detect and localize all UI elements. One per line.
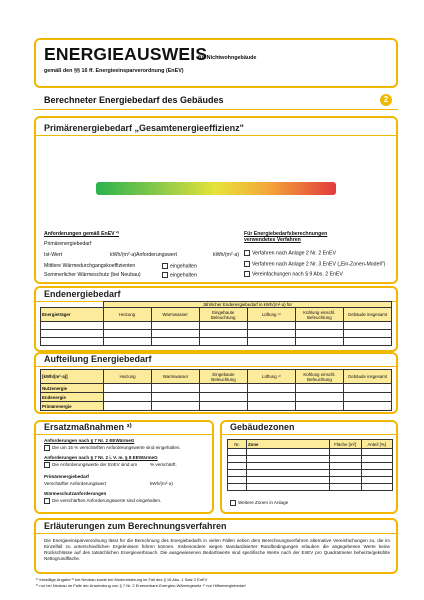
ersatz-option-1[interactable] bbox=[44, 445, 181, 451]
verfahren-3-label: Vereinfachungen nach § 9 Abs. 2 EnEV bbox=[252, 271, 343, 278]
verfahren-1-checkbox[interactable] bbox=[244, 250, 250, 256]
zonen-cell[interactable] bbox=[361, 470, 393, 477]
anforderungen-heading: Anforderungen gemäß EnEV ²⁾ bbox=[44, 231, 120, 237]
aufteilung-row-endenergie bbox=[41, 393, 392, 402]
endenergie-cell[interactable] bbox=[151, 330, 199, 338]
weitere-zonen-checkbox[interactable] bbox=[230, 500, 236, 506]
endenergie-cell[interactable] bbox=[103, 322, 151, 330]
endenergie-col-1: Heizung bbox=[103, 308, 151, 322]
aufteilung-cell[interactable] bbox=[344, 384, 392, 393]
zonen-cell[interactable] bbox=[228, 470, 247, 477]
endenergie-row bbox=[41, 338, 392, 346]
endenergie-table-wrap bbox=[40, 301, 392, 346]
zonen-cell[interactable] bbox=[330, 484, 362, 491]
zonen-col-0: Nr. bbox=[228, 440, 247, 449]
sommer-checkbox[interactable] bbox=[162, 272, 168, 278]
zonen-col-1: Zone bbox=[247, 440, 330, 449]
footnote-line-1: ¹⁾ freiwillige Angabe ²⁾ bei Neubau sowie bei Modernisierung im Fall des § 16 Abs. 1 Satz 2 EnEV bbox=[36, 577, 208, 582]
zonen-row bbox=[228, 449, 393, 456]
endenergie-cell[interactable] bbox=[247, 338, 295, 346]
endenergie-col-0: Energieträger bbox=[41, 308, 104, 322]
endenergie-cell[interactable] bbox=[295, 330, 343, 338]
endenergie-cell[interactable] bbox=[199, 322, 247, 330]
zonen-cell[interactable] bbox=[361, 484, 393, 491]
ersatz-line-5: Primärenergiebedarf bbox=[44, 474, 89, 479]
endenergie-cell[interactable] bbox=[103, 330, 151, 338]
aufteilung-cell[interactable] bbox=[104, 384, 152, 393]
endenergie-cell[interactable] bbox=[295, 338, 343, 346]
page-number-badge: 2 bbox=[380, 94, 392, 106]
ersatz-line-8: Die verschärften Anforderungswerte sind eingehalten. bbox=[52, 498, 162, 504]
zonen-cell[interactable] bbox=[361, 449, 393, 456]
ersatz-line-2: Die um 15 % verschärften Anforderungswerte sind eingehalten. bbox=[52, 445, 181, 451]
aufteilung-col-2: Warmwasser bbox=[152, 370, 200, 384]
aufteilung-col-0: [kWh/(m²·a)] bbox=[41, 370, 104, 384]
endenergie-cell[interactable] bbox=[247, 330, 295, 338]
endenergie-cell[interactable] bbox=[343, 338, 391, 346]
endenergie-cell[interactable] bbox=[41, 338, 104, 346]
zonen-cell[interactable] bbox=[361, 477, 393, 484]
zonen-cell[interactable] bbox=[330, 449, 362, 456]
mittlere-eingehalten: eingehalten bbox=[170, 263, 197, 270]
aufteilung-cell[interactable] bbox=[248, 402, 296, 411]
aufteilung-cell[interactable] bbox=[200, 393, 248, 402]
ersatz-line-6-unit: kWh/(m²·a) bbox=[150, 481, 173, 486]
page-title: ENERGIEAUSWEIS bbox=[44, 44, 208, 64]
row-label-endenergie: Endenergie bbox=[41, 393, 104, 402]
aufteilung-cell[interactable] bbox=[200, 384, 248, 393]
endenergie-cell[interactable] bbox=[103, 338, 151, 346]
aufteilung-row-primaerenergie bbox=[41, 402, 392, 411]
aufteilung-cell[interactable] bbox=[296, 402, 344, 411]
row-label-nutzenergie: Nutzenergie bbox=[41, 384, 104, 393]
sommer-label: Sommerlicher Wärmeschutz (bei Neubau) bbox=[44, 272, 141, 278]
endenergie-cell[interactable] bbox=[199, 338, 247, 346]
zonen-cell[interactable] bbox=[228, 449, 247, 456]
zonen-cell[interactable] bbox=[247, 477, 330, 484]
zonen-cell[interactable] bbox=[228, 456, 247, 463]
title-suffix: für Nichtwohngebäude bbox=[198, 55, 257, 61]
endenergie-cell[interactable] bbox=[247, 322, 295, 330]
ersatz-line-6: Verschärfter Anforderungswert bbox=[44, 481, 107, 486]
zonen-cell[interactable] bbox=[330, 463, 362, 470]
aufteilung-table bbox=[40, 369, 392, 411]
sommer-checkbox-row[interactable] bbox=[162, 272, 197, 279]
zonen-cell[interactable] bbox=[228, 463, 247, 470]
verfahren-option-3[interactable] bbox=[244, 271, 343, 278]
aufteilung-cell[interactable] bbox=[248, 384, 296, 393]
zonen-row bbox=[228, 484, 393, 491]
aufteilung-cell[interactable] bbox=[152, 384, 200, 393]
endenergie-cell[interactable] bbox=[199, 330, 247, 338]
endenergie-col-5: Kühlung einschl. Befeuchtung bbox=[295, 308, 343, 322]
aufteilung-cell[interactable] bbox=[104, 402, 152, 411]
efficiency-scale-bar bbox=[96, 182, 336, 195]
aufteilung-table-wrap bbox=[40, 369, 392, 411]
zonen-row bbox=[228, 456, 393, 463]
verfahren-3-checkbox[interactable] bbox=[244, 271, 250, 277]
zonen-row bbox=[228, 470, 393, 477]
zonen-cell[interactable] bbox=[228, 484, 247, 491]
endenergie-row bbox=[41, 330, 392, 338]
endenergie-cell[interactable] bbox=[41, 322, 104, 330]
verfahren-2-label: Verfahren nach Anlage 2 Nr. 3 EnEV („Ein-Zonen-Modell") bbox=[252, 261, 386, 268]
zonen-cell[interactable] bbox=[330, 470, 362, 477]
aufteilung-col-4: Lüftung ⁴⁾ bbox=[248, 370, 296, 384]
istwert-label: Ist-Wert bbox=[44, 252, 63, 258]
page-subtitle: gemäß den §§ 16 ff. Energieeinsparverordnung (EnEV) bbox=[44, 68, 184, 74]
primaerenergie-title: Primärenergiebedarf „Gesamtenergieeffizienz" bbox=[44, 123, 244, 133]
endenergie-col-4: Lüftung ⁴⁾ bbox=[247, 308, 295, 322]
weitere-zonen-label: Weitere Zonen in Anlage bbox=[238, 500, 289, 506]
endenergie-title: Endenergiebedarf bbox=[44, 289, 121, 299]
verfahren-heading-1: Für Energiebedarfsberechnungen bbox=[244, 231, 328, 237]
zonen-cell[interactable] bbox=[361, 456, 393, 463]
ersatz-title: Ersatzmaßnahmen ³⁾ bbox=[44, 422, 132, 432]
zonen-cell[interactable] bbox=[330, 456, 362, 463]
anforderungswert-unit: kWh/(m²·a) bbox=[213, 252, 239, 258]
endenergie-col-3: Eingebaute Beleuchtung bbox=[199, 308, 247, 322]
aufteilung-col-6: Gebäude insgesamt bbox=[344, 370, 392, 384]
aufteilung-title: Aufteilung Energiebedarf bbox=[44, 354, 152, 364]
zonen-table bbox=[227, 439, 393, 491]
zonen-col-3: Anteil [%] bbox=[361, 440, 393, 449]
ersatz-3-checkbox[interactable] bbox=[44, 498, 50, 504]
mittlere-label: Mittlere Wärmedurchgangskoeffizienten bbox=[44, 263, 136, 269]
endenergie-cell[interactable] bbox=[151, 322, 199, 330]
row-label-primaerenergie: Primärenergie bbox=[41, 402, 104, 411]
ersatz-line-3: Anforderungen nach § 7 Nr. 2 i. V. m. § 8 EEWärmeG bbox=[44, 455, 158, 460]
ersatz-option-3[interactable] bbox=[44, 498, 161, 504]
endenergie-col-6: Gebäude insgesamt bbox=[343, 308, 391, 322]
sommer-eingehalten: eingehalten bbox=[170, 272, 197, 279]
zonen-cell[interactable] bbox=[247, 463, 330, 470]
anforderungswert-label: Anforderungswert bbox=[136, 252, 177, 258]
verfahren-option-1[interactable] bbox=[244, 250, 336, 257]
ersatz-option-2[interactable] bbox=[44, 462, 137, 468]
zonen-cell[interactable] bbox=[247, 449, 330, 456]
footnote-line-2: ³⁾ nur bei Neubau im Falle der Anwendung von § 7 Nr. 2 Erneuerbare-Energien-Wärmegesetz ⁴⁾ nur Hilfsenergiebedarf bbox=[36, 583, 246, 588]
verfahren-option-2[interactable] bbox=[244, 261, 385, 268]
aufteilung-cell[interactable] bbox=[152, 393, 200, 402]
aufteilung-cell[interactable] bbox=[296, 393, 344, 402]
aufteilung-cell[interactable] bbox=[344, 402, 392, 411]
ersatz-line-4-suffix: % verschärft. bbox=[150, 462, 177, 467]
aufteilung-cell[interactable] bbox=[296, 384, 344, 393]
zonen-cell[interactable] bbox=[247, 456, 330, 463]
aufteilung-cell[interactable] bbox=[152, 402, 200, 411]
zonen-cell[interactable] bbox=[361, 463, 393, 470]
endenergie-table bbox=[40, 301, 392, 346]
primaerenergiebedarf-label: Primärenergiebedarf bbox=[44, 241, 92, 247]
aufteilung-col-1: Heizung bbox=[104, 370, 152, 384]
endenergie-cell[interactable] bbox=[41, 330, 104, 338]
ersatz-line-7: Wärmeschutzanforderungen bbox=[44, 491, 107, 496]
section-bar-title: Berechneter Energiebedarf des Gebäudes bbox=[44, 95, 224, 105]
aufteilung-cell[interactable] bbox=[248, 393, 296, 402]
weitere-zonen-option[interactable] bbox=[230, 500, 288, 506]
endenergie-col-2: Warmwasser bbox=[151, 308, 199, 322]
ersatz-line-4: Die Anforderungswerte der EnEV sind um bbox=[52, 462, 138, 468]
mittlere-checkbox-row[interactable] bbox=[162, 263, 197, 270]
erlaeuterungen-body: Die Energieeinsparverordnung lässt für die Berechnung des Energiebedarfs in vielen Fällen neben dem Berechnungsverfahren alternative Vereinfachungen zu, die im Einzelfall zu unterschiedlichen Ergebnissen führen können. Insbesondere wegen standardisierter Randbedingungen erlauben die angegebenen Werte keine Rückschlüsse auf den tatsächlichen Energieverbrauch. Die ausgewiesenen Bedarfswerte sind spezifische Werte nach der EnEV pro Quadratmeter beheizte/gekühlte Nettogrundfläche. bbox=[44, 538, 390, 561]
aufteilung-row-nutzenergie bbox=[41, 384, 392, 393]
erlaeuterungen-title: Erläuterungen zum Berechnungsverfahren bbox=[44, 521, 227, 531]
endenergie-super-header: Jährlicher Endenergiebedarf in kWh/(m²·a) für bbox=[103, 302, 392, 308]
ersatz-line-1: Anforderungen nach § 7 Nr. 2 EEWärmeG bbox=[44, 438, 135, 443]
aufteilung-col-3: Eingebaute Beleuchtung bbox=[200, 370, 248, 384]
endenergie-cell[interactable] bbox=[343, 322, 391, 330]
ersatz-1-checkbox[interactable] bbox=[44, 445, 50, 451]
aufteilung-cell[interactable] bbox=[344, 393, 392, 402]
endenergie-cell[interactable] bbox=[151, 338, 199, 346]
zonen-col-2: Fläche [m²] bbox=[330, 440, 362, 449]
endenergie-cell[interactable] bbox=[343, 330, 391, 338]
mittlere-checkbox[interactable] bbox=[162, 263, 168, 269]
aufteilung-cell[interactable] bbox=[200, 402, 248, 411]
zonen-cell[interactable] bbox=[247, 484, 330, 491]
ersatz-2-checkbox[interactable] bbox=[44, 462, 50, 468]
verfahren-heading-2: verwendetes Verfahren bbox=[244, 237, 301, 243]
endenergie-row bbox=[41, 322, 392, 330]
zonen-cell[interactable] bbox=[228, 477, 247, 484]
zonen-title: Gebäudezonen bbox=[230, 422, 295, 432]
aufteilung-col-5: Kühlung einschl. Befeuchtung bbox=[296, 370, 344, 384]
verfahren-2-checkbox[interactable] bbox=[244, 261, 250, 267]
zonen-row bbox=[228, 463, 393, 470]
verfahren-1-label: Verfahren nach Anlage 2 Nr. 2 EnEV bbox=[252, 250, 336, 257]
zonen-row bbox=[228, 477, 393, 484]
zonen-table-wrap bbox=[227, 439, 393, 491]
primaerenergie-box bbox=[34, 116, 398, 284]
aufteilung-cell[interactable] bbox=[104, 393, 152, 402]
zonen-cell[interactable] bbox=[247, 470, 330, 477]
istwert-unit: kWh/(m²·a) bbox=[110, 252, 136, 258]
zonen-cell[interactable] bbox=[330, 477, 362, 484]
endenergie-cell[interactable] bbox=[295, 322, 343, 330]
